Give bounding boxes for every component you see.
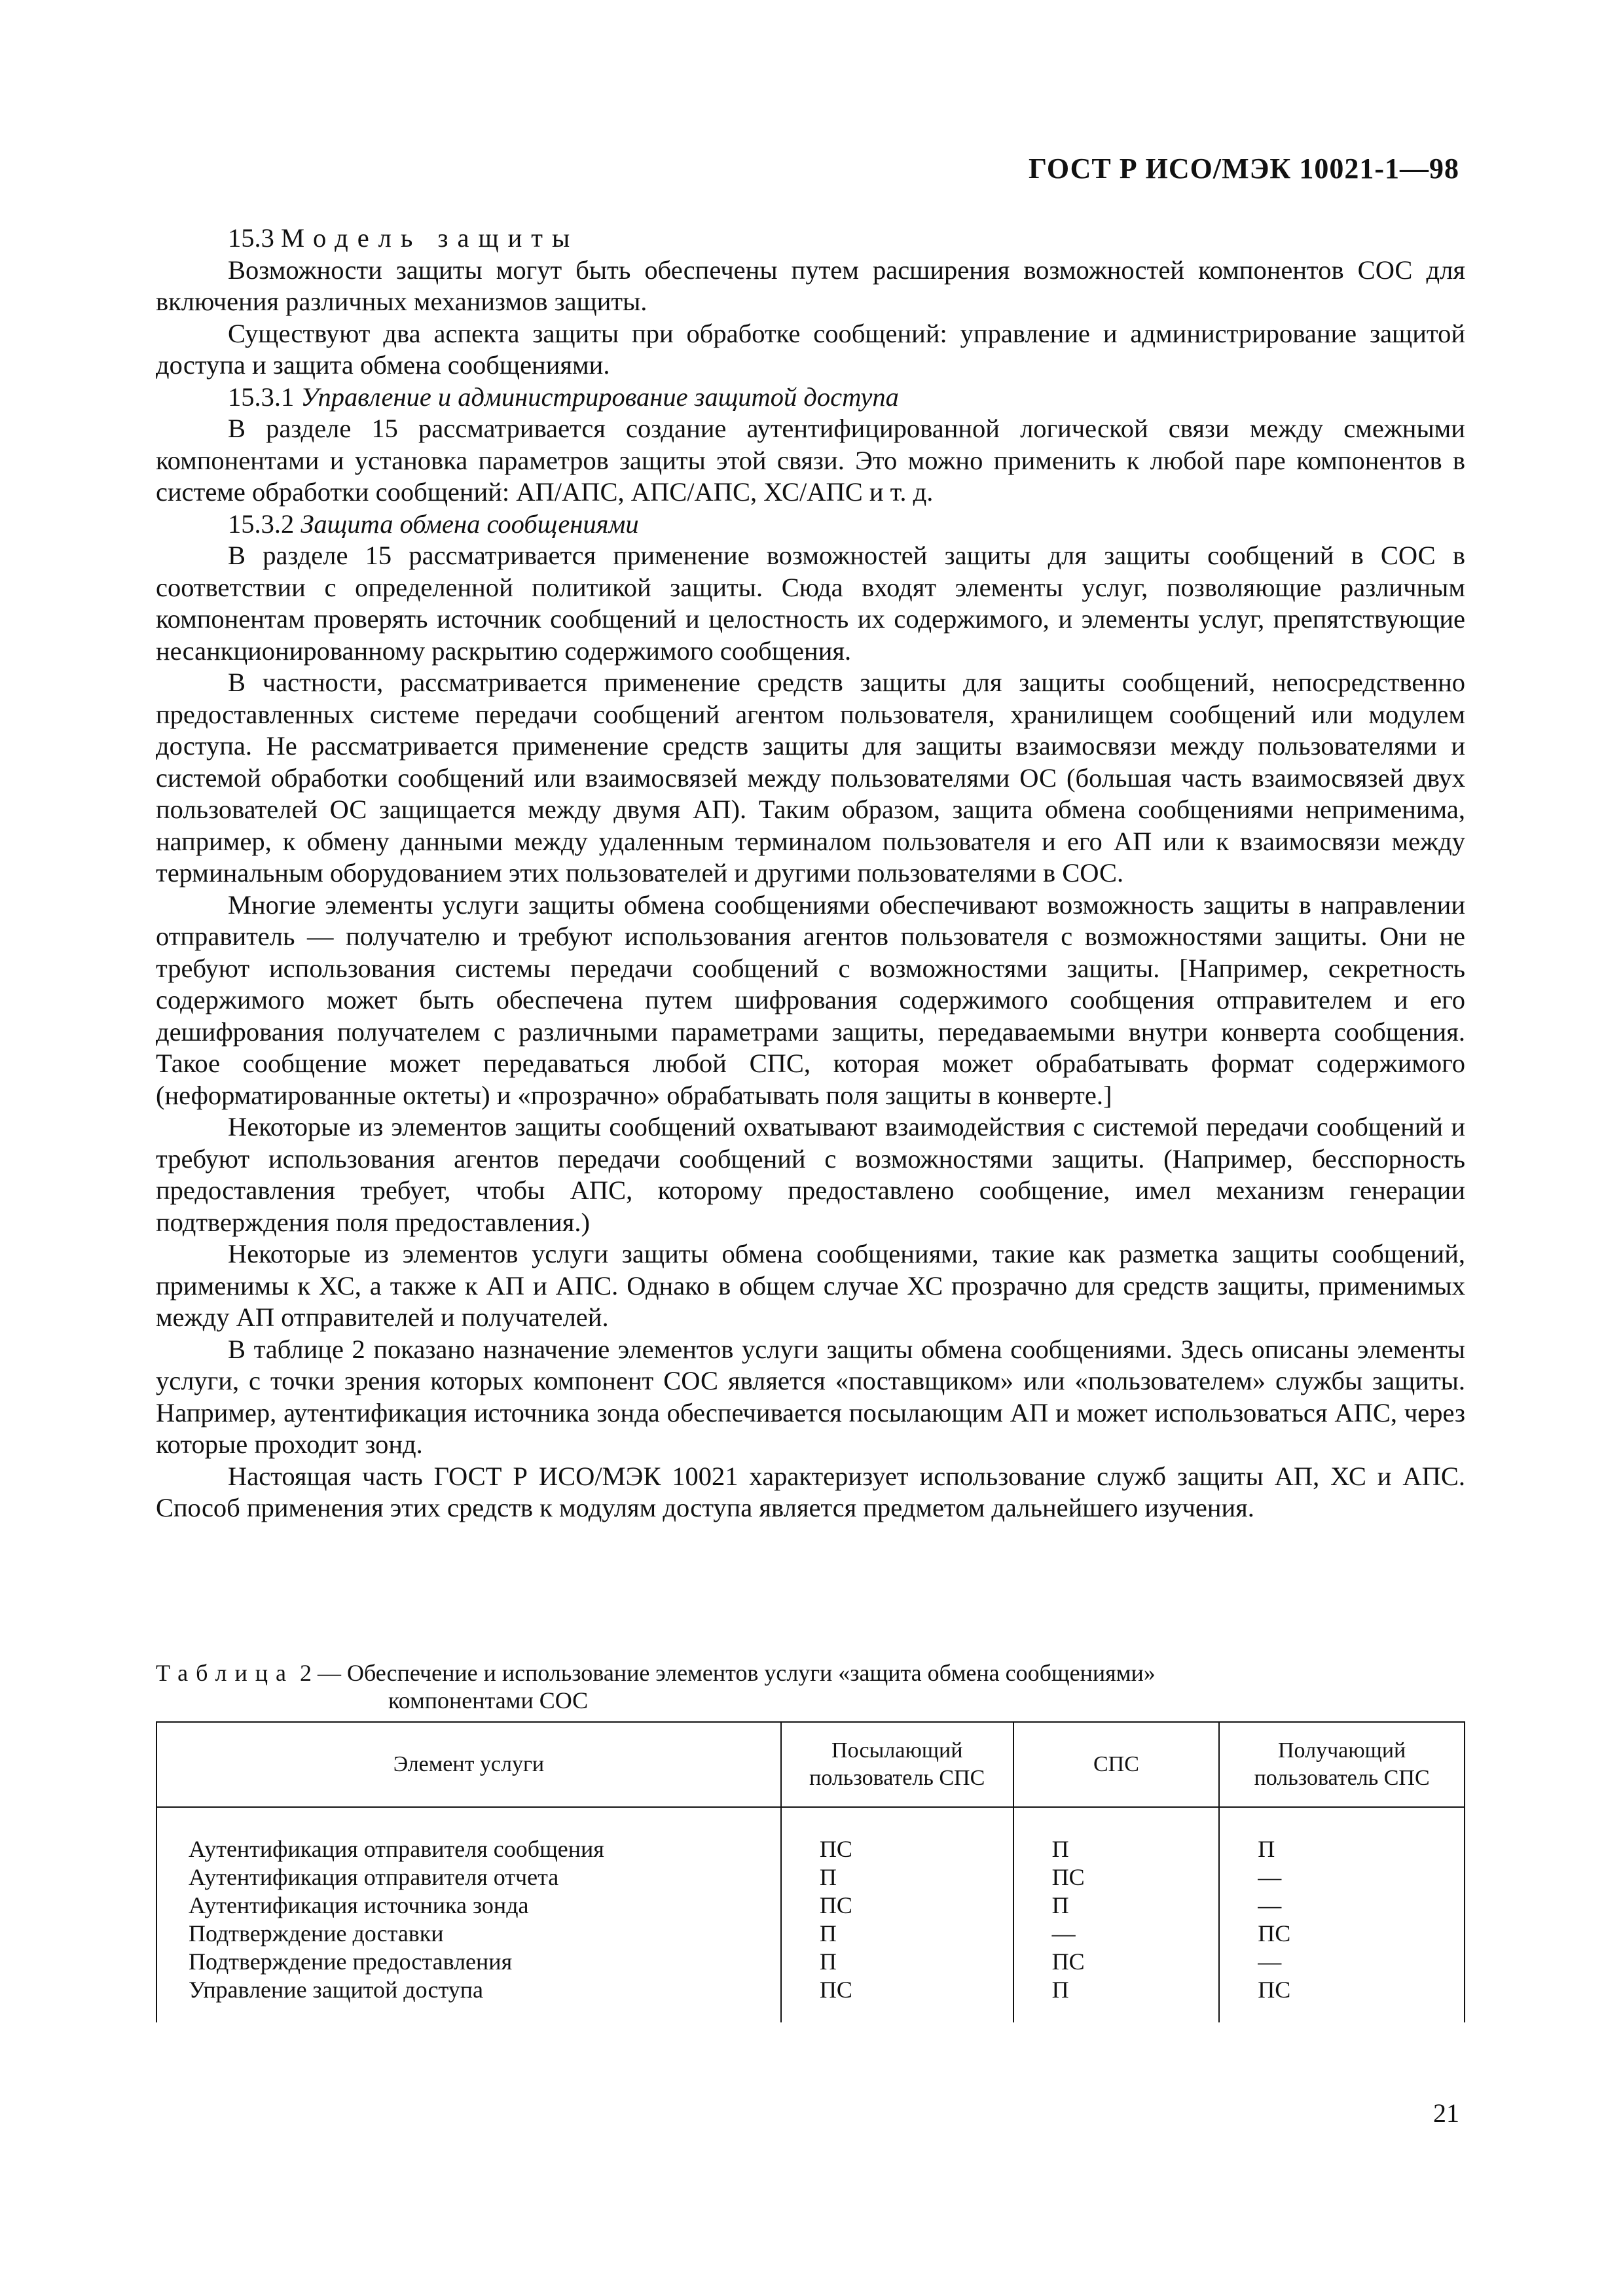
table-row (156, 1920, 1465, 1948)
table-cell: ПС (781, 1807, 1013, 1863)
table-cell: Управление защитой доступа (156, 1976, 781, 2022)
table-cell: П (1013, 1807, 1220, 1863)
section-heading (156, 223, 1465, 255)
paragraph: Настоящая часть ГОСТ Р ИСО/МЭК 10021 характеризует использование служб защиты АП, ХС и АПС. Способ применения этих средств к модулям доступа является предметом дальнейшего изучения. (156, 1461, 1465, 1522)
page-header-standard: ГОСТ Р ИСО/МЭК 10021-1—98 (1028, 152, 1459, 185)
document-body (156, 223, 1465, 1524)
table-cell: Аутентификация отправителя сообщения (156, 1807, 781, 1863)
table-cell: ПС (1219, 1976, 1465, 2022)
table-cell: П (1219, 1807, 1465, 1863)
table-cell: ПС (1013, 1863, 1220, 1892)
subsection-heading (156, 509, 1465, 541)
paragraph: В разделе 15 рассматривается применение возможностей защиты для защиты сообщений в СОС в соответствии с определенной политикой защиты. Сюда входят элементы услуг, позволяющие различным компонентам проверять источник сообщений и целостность их содержимого, и элементы услуг, препятствующие несанкционированному раскрытию содержимого сообщения. (156, 541, 1465, 666)
paragraph: Возможности защиты могут быть обеспечены путем расширения возможностей компонентов СОС для включения различных механизмов защиты. (156, 255, 1465, 316)
table-row (156, 1948, 1465, 1976)
table-cell: ПС (781, 1976, 1013, 2022)
paragraph: В таблице 2 показано назначение элементов услуги защиты обмена сообщениями. Здесь описаны элементы услуги, с точки зрения которых компонент СОС является «поставщиком» или «пользователем» службы защиты. Например, аутентификация источника зонда обеспечивается посылающим АП и может использоваться АПС, через которые проходит зонд. (156, 1334, 1465, 1459)
paragraph: Некоторые из элементов услуги защиты обмена сообщениями, такие как разметка защиты сообщений, применимы к ХС, а также к АП и АПС. Однако в общем случае ХС прозрачно для средств защиты, применимых между АП отправителей и получателей. (156, 1239, 1465, 1332)
table-cell: П (781, 1920, 1013, 1948)
table-row (156, 1807, 1465, 1863)
table-cell: ПС (1013, 1948, 1220, 1976)
table-caption-continuation: компонентами СОС (388, 1687, 589, 1713)
table-header-cell: Элемент услуги (156, 1722, 781, 1807)
subsection-title: Управление и администрирование защитой доступа (301, 382, 899, 412)
paragraph: В частности, рассматривается применение средств защиты для защиты сообщений, непосредственно предоставленных системе передачи сообщений агентом пользователя, хранилищем сообщений или модулем доступа. Не рассматривается применение средств защиты для защиты взаимосвязи между пользователями и системой обработки сообщений или взаимосвязей между пользователями ОС (большая часть взаимосвязей двух пользователей ОС защищается между двумя АП). Таким образом, защита обмена сообщениями неприменима, например, к обмену данными между удаленным терминалом пользователя и его АП или к взаимосвязи между терминальным оборудованием этих пользователей и другими пользователями в СОС. (156, 668, 1465, 888)
table-cell: — (1013, 1920, 1220, 1948)
paragraph: Многие элементы услуги защиты обмена сообщениями обеспечивают возможность защиты в направлении отправитель — получателю и требуют использования агентов пользователя с возможностями защиты. Они не требуют использования системы передачи сообщений с возможностями защиты. [Например, секретность содержимого может быть обеспечена путем шифрования содержимого сообщения отправителем и его дешифрования получателем с различными параметрами защиты, передаваемыми внутри конверта сообщения. Такое сообщение может передаваться любой СПС, которая может обрабатывать формат содержимого (неформатированные октеты) и «прозрачно» обрабатывать поля защиты в конверте.] (156, 889, 1465, 1110)
table-caption-number: 2 (299, 1660, 312, 1686)
table-header-cell: Посылающий пользователь СПС (781, 1722, 1013, 1807)
table-cell: П (1013, 1892, 1220, 1920)
table-cell: П (781, 1948, 1013, 1976)
table-cell: ПС (1219, 1920, 1465, 1948)
table-row (156, 1976, 1465, 2022)
table-caption (156, 1659, 1465, 1714)
table-cell: П (1013, 1976, 1220, 2022)
paragraph: Существуют два аспекта защиты при обработке сообщений: управление и администрирование защитой доступа и защита обмена сообщениями. (156, 318, 1465, 380)
table-header-row (156, 1722, 1465, 1807)
table-cell: П (781, 1863, 1013, 1892)
table-cell: Подтверждение предоставления (156, 1948, 781, 1976)
subsection-number: 15.3.1 (228, 382, 295, 412)
table-cell: Аутентификация источника зонда (156, 1892, 781, 1920)
table-row (156, 1892, 1465, 1920)
table-caption-lead: Таблица (156, 1660, 294, 1686)
table-cell: — (1219, 1863, 1465, 1892)
table-caption-text: — Обеспечение и использование элементов услуги «защита обмена сообщениями» (317, 1660, 1156, 1686)
subsection-title: Защита обмена сообщениями (301, 509, 639, 539)
table-cell: ПС (781, 1892, 1013, 1920)
table-cell: — (1219, 1892, 1465, 1920)
paragraph: Некоторые из элементов защиты сообщений охватывают взаимодействия с системой передачи сообщений и требуют использования агентов передачи сообщений с возможностями защиты. (Например, бесспорность предоставления требует, чтобы АПС, которому предоставлено сообщение, имел механизм генерации подтверждения поля предоставления.) (156, 1112, 1465, 1237)
page-number: 21 (1433, 2098, 1459, 2128)
table-header-cell: Получающий пользователь СПС (1219, 1722, 1465, 1807)
table-cell: Подтверждение доставки (156, 1920, 781, 1948)
table-header-cell: СПС (1013, 1722, 1220, 1807)
subsection-number: 15.3.2 (228, 509, 295, 539)
table-row (156, 1863, 1465, 1892)
paragraph: В разделе 15 рассматривается создание аутентифицированной логической связи между смежными компонентами и установка параметров защиты этой связи. Это можно применить к любой паре компонентов в системе обработки сообщений: АП/АПС, АПС/АПС, ХС/АПС и т. д. (156, 414, 1465, 507)
subsection-heading (156, 382, 1465, 414)
table-cell: — (1219, 1948, 1465, 1976)
section-title: Модель защиты (281, 223, 579, 253)
security-elements-table (156, 1721, 1465, 2022)
section-number: 15.3 (228, 223, 274, 253)
table-cell: Аутентификация отправителя отчета (156, 1863, 781, 1892)
